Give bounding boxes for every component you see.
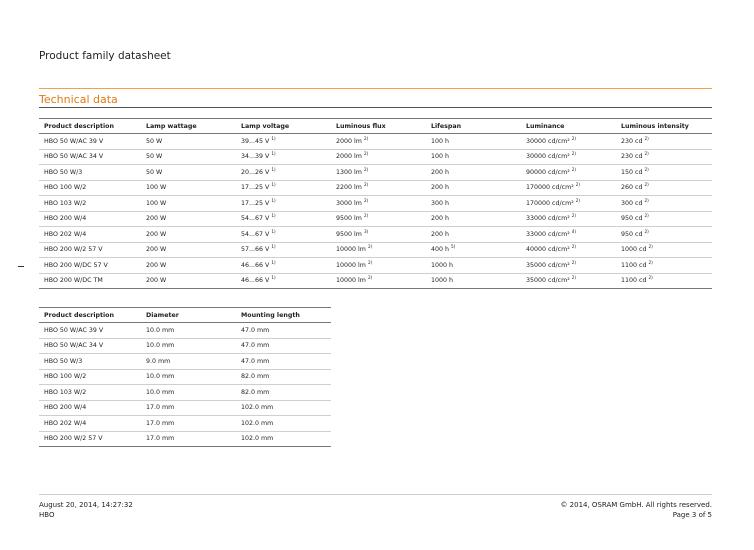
cell-value: 50 W <box>146 153 163 161</box>
table-cell <box>39 242 141 258</box>
table-cell <box>141 416 236 432</box>
cell-value: 1000 h <box>431 261 454 269</box>
footnote-ref: 2) <box>575 182 581 188</box>
table-cell <box>331 242 426 258</box>
cell-value: 200 W <box>146 230 167 238</box>
footnote-ref: 4) <box>571 228 577 234</box>
footnote-ref: 1) <box>271 182 276 188</box>
table-cell <box>521 227 616 243</box>
footnote-ref: 2) <box>571 275 577 281</box>
table-cell <box>521 180 616 196</box>
cell-value: 400 h <box>431 246 450 254</box>
cell-value: 1000 cd <box>621 246 647 254</box>
cell-value: HBO 50 W/3 <box>44 357 83 365</box>
table-cell <box>141 149 236 165</box>
cell-value: 17.0 mm <box>146 419 175 427</box>
cell-value: 46...66 V <box>241 261 270 269</box>
cell-value: HBO 100 W/2 <box>44 373 87 381</box>
table-cell <box>236 338 331 354</box>
footnote-ref: 1) <box>271 259 276 265</box>
table-cell <box>141 400 236 416</box>
footer-left <box>39 500 133 520</box>
footnote-ref: 1) <box>271 151 276 157</box>
table-cell <box>141 354 236 370</box>
column-header: Product description <box>39 308 141 323</box>
footnote-ref: 1) <box>271 228 276 234</box>
cell-value: 10000 lm <box>336 261 366 269</box>
cell-value: 9500 lm <box>336 230 362 238</box>
cell-value: HBO 200 W/4 <box>44 404 87 412</box>
table-cell <box>426 242 521 258</box>
table-cell <box>331 258 426 274</box>
table-cell <box>236 196 331 212</box>
cell-value: 260 cd <box>621 184 643 192</box>
cell-value: 10000 lm <box>336 246 366 254</box>
table-cell <box>521 273 616 289</box>
footer-page-number: Page 3 of 5 <box>672 511 712 519</box>
table-cell <box>236 227 331 243</box>
footnote-ref: 3) <box>363 228 369 234</box>
cell-value: 46...66 V <box>241 277 270 285</box>
table-cell <box>236 134 331 150</box>
cell-value: 200 h <box>431 230 450 238</box>
column-header: Lifespan <box>426 119 521 134</box>
cell-value: 1100 cd <box>621 277 647 285</box>
table-row <box>39 431 331 447</box>
table-cell <box>141 180 236 196</box>
table-cell <box>331 149 426 165</box>
section-title: Technical data <box>39 93 118 106</box>
cell-value: 35000 cd/cm² <box>526 261 570 269</box>
cell-value: 102.0 mm <box>241 435 274 443</box>
table-row <box>39 369 331 385</box>
table-cell <box>521 134 616 150</box>
cell-value: 17.0 mm <box>146 435 175 443</box>
cell-value: 300 h <box>431 199 450 207</box>
table-cell <box>521 211 616 227</box>
table-cell <box>331 180 426 196</box>
table-cell <box>426 196 521 212</box>
table-cell <box>39 369 141 385</box>
footnote-ref: 2) <box>571 244 577 250</box>
cell-value: 47.0 mm <box>241 357 270 365</box>
table-cell <box>331 196 426 212</box>
table-cell <box>141 258 236 274</box>
table-cell <box>616 149 712 165</box>
cell-value: 50 W <box>146 168 163 176</box>
footnote-ref: 2) <box>367 275 373 281</box>
footnote-ref: 2) <box>363 182 369 188</box>
cell-value: 50 W <box>146 137 163 145</box>
footnote-ref: 2) <box>367 244 373 250</box>
cell-value: 200 h <box>431 168 450 176</box>
column-header: Luminous intensity <box>616 119 712 134</box>
table-cell <box>236 211 331 227</box>
table-cell <box>236 242 331 258</box>
cell-value: 82.0 mm <box>241 373 270 381</box>
table-cell <box>616 227 712 243</box>
table-row <box>39 400 331 416</box>
table-cell <box>39 354 141 370</box>
table-cell <box>236 385 331 401</box>
cell-value: HBO 200 W/DC 57 V <box>44 261 108 269</box>
footer-product: HBO <box>39 511 55 519</box>
cell-value: 54...67 V <box>241 215 270 223</box>
cell-value: 1100 cd <box>621 261 647 269</box>
cell-value: HBO 100 W/2 <box>44 184 87 192</box>
cell-value: HBO 200 W/2 57 V <box>44 435 103 443</box>
footnote-ref: 2) <box>363 213 369 219</box>
cell-value: 200 W <box>146 215 167 223</box>
table-row <box>39 165 712 181</box>
cell-value: 2000 lm <box>336 153 362 161</box>
cell-value: 30000 cd/cm² <box>526 153 570 161</box>
footnote-ref: 2) <box>363 197 369 203</box>
footnote-ref: 2) <box>644 213 649 219</box>
cell-value: 57...66 V <box>241 246 270 254</box>
column-header: Product description <box>39 119 141 134</box>
cell-value: HBO 50 W/AC 39 V <box>44 137 104 145</box>
footnote-ref: 2) <box>571 166 577 172</box>
footnote-ref: 5) <box>451 244 456 250</box>
table-cell <box>616 273 712 289</box>
footnote-ref: 2) <box>648 259 653 265</box>
table-cell <box>141 196 236 212</box>
cell-value: HBO 200 W/4 <box>44 215 87 223</box>
cell-value: 33000 cd/cm² <box>526 230 570 238</box>
table-cell <box>39 338 141 354</box>
table-cell <box>521 258 616 274</box>
technical-data-table <box>39 118 712 289</box>
section-divider <box>39 107 712 108</box>
table-cell <box>236 273 331 289</box>
table-row <box>39 323 331 339</box>
table-cell <box>616 180 712 196</box>
cell-value: 300 cd <box>621 199 643 207</box>
footnote-ref: 2) <box>571 135 577 141</box>
table-header-row <box>39 119 712 134</box>
cell-value: 39...45 V <box>241 137 270 145</box>
cell-value: 1300 lm <box>336 168 362 176</box>
column-header: Luminous flux <box>331 119 426 134</box>
table-cell <box>39 385 141 401</box>
table-cell <box>616 258 712 274</box>
table-cell <box>331 134 426 150</box>
table-cell <box>426 134 521 150</box>
table-row <box>39 338 331 354</box>
table-cell <box>141 323 236 339</box>
table-cell <box>616 165 712 181</box>
table-cell <box>39 180 141 196</box>
footnote-ref: 2) <box>648 244 653 250</box>
cell-value: 100 h <box>431 153 450 161</box>
table-cell <box>426 273 521 289</box>
footnote-ref: 1) <box>271 244 276 250</box>
cell-value: 10.0 mm <box>146 373 175 381</box>
table-cell <box>236 400 331 416</box>
table-cell <box>141 385 236 401</box>
table-row <box>39 180 712 196</box>
table-cell <box>426 258 521 274</box>
cell-value: 40000 cd/cm² <box>526 246 570 254</box>
cell-value: 82.0 mm <box>241 388 270 396</box>
table-cell <box>141 227 236 243</box>
footnote-ref: 2) <box>363 151 369 157</box>
table-cell <box>331 227 426 243</box>
table-cell <box>236 416 331 432</box>
cell-value: HBO 103 W/2 <box>44 199 87 207</box>
table-cell <box>141 242 236 258</box>
margin-mark <box>18 266 24 267</box>
footnote-ref: 1) <box>271 213 276 219</box>
footer-right <box>560 500 712 520</box>
footnote-ref: 2) <box>571 213 577 219</box>
table-row <box>39 134 712 150</box>
table-cell <box>236 323 331 339</box>
table-cell <box>39 196 141 212</box>
footnote-ref: 2) <box>575 197 581 203</box>
table-cell <box>521 165 616 181</box>
table-cell <box>236 354 331 370</box>
cell-value: HBO 50 W/AC 34 V <box>44 153 104 161</box>
table-cell <box>521 149 616 165</box>
table-row <box>39 242 712 258</box>
table-cell <box>141 165 236 181</box>
cell-value: 10.0 mm <box>146 388 175 396</box>
table-cell <box>521 196 616 212</box>
cell-value: HBO 202 W/4 <box>44 230 87 238</box>
table-row <box>39 227 712 243</box>
table-row <box>39 273 712 289</box>
table-cell <box>426 227 521 243</box>
footnote-ref: 2) <box>644 197 649 203</box>
footnote-ref: 2) <box>644 135 649 141</box>
table-cell <box>236 149 331 165</box>
table-cell <box>39 134 141 150</box>
cell-value: 170000 cd/cm² <box>526 199 574 207</box>
cell-value: 10.0 mm <box>146 326 175 334</box>
table-cell <box>39 400 141 416</box>
table-cell <box>331 273 426 289</box>
cell-value: 102.0 mm <box>241 404 274 412</box>
column-header: Lamp voltage <box>236 119 331 134</box>
table-cell <box>39 323 141 339</box>
table-cell <box>39 149 141 165</box>
footnote-ref: 1) <box>271 166 276 172</box>
table-cell <box>141 431 236 447</box>
cell-value: 2000 lm <box>336 137 362 145</box>
table-cell <box>331 165 426 181</box>
table-cell <box>236 180 331 196</box>
footnote-ref: 2) <box>644 182 649 188</box>
footer-divider <box>39 494 712 495</box>
table-row <box>39 354 331 370</box>
page-header: Product family datasheet <box>39 50 171 62</box>
cell-value: 950 cd <box>621 215 643 223</box>
table-cell <box>39 227 141 243</box>
cell-value: 17.0 mm <box>146 404 175 412</box>
cell-value: 200 h <box>431 184 450 192</box>
table-cell <box>426 180 521 196</box>
cell-value: 170000 cd/cm² <box>526 184 574 192</box>
table-row <box>39 258 712 274</box>
cell-value: 10000 lm <box>336 277 366 285</box>
cell-value: HBO 50 W/AC 39 V <box>44 326 104 334</box>
footnote-ref: 1) <box>271 275 276 281</box>
footnote-ref: 1) <box>271 197 276 203</box>
cell-value: 100 h <box>431 137 450 145</box>
table-cell <box>236 431 331 447</box>
table-cell <box>39 273 141 289</box>
table-row <box>39 385 331 401</box>
cell-value: 200 W <box>146 277 167 285</box>
table-cell <box>426 211 521 227</box>
cell-value: 2200 lm <box>336 184 362 192</box>
table-cell <box>39 431 141 447</box>
cell-value: 9.0 mm <box>146 357 171 365</box>
cell-value: 34...39 V <box>241 153 270 161</box>
table-cell <box>616 242 712 258</box>
cell-value: 47.0 mm <box>241 342 270 350</box>
table-row <box>39 149 712 165</box>
table-cell <box>141 273 236 289</box>
cell-value: 1000 h <box>431 277 454 285</box>
table-cell <box>141 338 236 354</box>
table-cell <box>426 149 521 165</box>
cell-value: 950 cd <box>621 230 643 238</box>
footnote-ref: 2) <box>367 259 373 265</box>
cell-value: HBO 50 W/3 <box>44 168 83 176</box>
cell-value: 54...67 V <box>241 230 270 238</box>
cell-value: 10.0 mm <box>146 342 175 350</box>
table-cell <box>141 134 236 150</box>
footnote-ref: 2) <box>648 275 653 281</box>
cell-value: 230 cd <box>621 153 643 161</box>
column-header: Lamp wattage <box>141 119 236 134</box>
cell-value: 17...25 V <box>241 199 270 207</box>
table-cell <box>426 165 521 181</box>
cell-value: 200 W <box>146 261 167 269</box>
table-row <box>39 211 712 227</box>
column-header: Mounting length <box>236 308 331 323</box>
header-divider <box>39 88 712 89</box>
footnote-ref: 2) <box>571 151 577 157</box>
table-cell <box>39 211 141 227</box>
cell-value: 17...25 V <box>241 184 270 192</box>
table-cell <box>331 211 426 227</box>
cell-value: 35000 cd/cm² <box>526 277 570 285</box>
table-cell <box>236 165 331 181</box>
cell-value: HBO 103 W/2 <box>44 388 87 396</box>
footer-copyright: © 2014, OSRAM GmbH. All rights reserved. <box>560 501 712 509</box>
table-cell <box>236 258 331 274</box>
table-header-row <box>39 308 331 323</box>
cell-value: 200 W <box>146 246 167 254</box>
table-cell <box>39 416 141 432</box>
cell-value: HBO 50 W/AC 34 V <box>44 342 104 350</box>
cell-value: HBO 202 W/4 <box>44 419 87 427</box>
table-cell <box>616 211 712 227</box>
cell-value: 33000 cd/cm² <box>526 215 570 223</box>
cell-value: 150 cd <box>621 168 643 176</box>
footnote-ref: 2) <box>363 135 369 141</box>
cell-value: 100 W <box>146 199 167 207</box>
dimensions-table <box>39 307 331 447</box>
footnote-ref: 2) <box>644 228 649 234</box>
cell-value: 102.0 mm <box>241 419 274 427</box>
table-cell <box>521 242 616 258</box>
table-cell <box>39 165 141 181</box>
table-cell <box>616 134 712 150</box>
cell-value: HBO 200 W/DC TM <box>44 277 103 285</box>
table-cell <box>141 369 236 385</box>
footer-date: August 20, 2014, 14:27:32 <box>39 501 133 509</box>
cell-value: 30000 cd/cm² <box>526 137 570 145</box>
cell-value: 3000 lm <box>336 199 362 207</box>
footnote-ref: 2) <box>363 166 369 172</box>
cell-value: 9500 lm <box>336 215 362 223</box>
cell-value: 100 W <box>146 184 167 192</box>
column-header: Luminance <box>521 119 616 134</box>
cell-value: 230 cd <box>621 137 643 145</box>
cell-value: 47.0 mm <box>241 326 270 334</box>
footnote-ref: 2) <box>571 259 577 265</box>
footnote-ref: 2) <box>644 166 649 172</box>
table-cell <box>236 369 331 385</box>
table-cell <box>39 258 141 274</box>
footnote-ref: 2) <box>644 151 649 157</box>
table-row <box>39 416 331 432</box>
table-cell <box>616 196 712 212</box>
cell-value: 20...26 V <box>241 168 270 176</box>
table-cell <box>141 211 236 227</box>
column-header: Diameter <box>141 308 236 323</box>
footnote-ref: 1) <box>271 135 276 141</box>
cell-value: HBO 200 W/2 57 V <box>44 246 103 254</box>
table-row <box>39 196 712 212</box>
cell-value: 90000 cd/cm² <box>526 168 570 176</box>
cell-value: 200 h <box>431 215 450 223</box>
